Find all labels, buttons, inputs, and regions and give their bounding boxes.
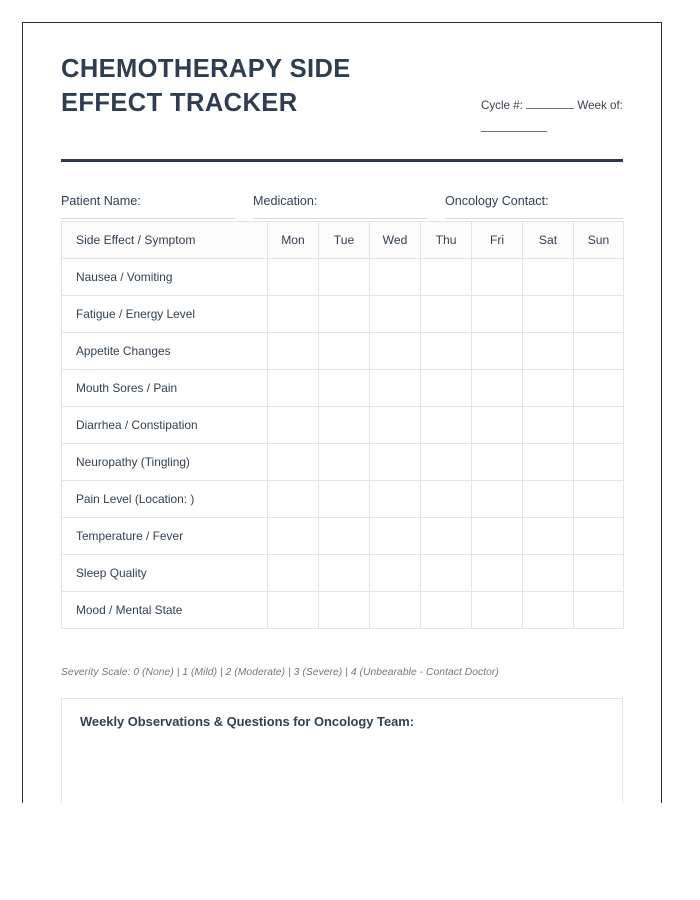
symptom-label: Neuropathy (Tingling) [62, 444, 268, 481]
table-row [62, 481, 624, 518]
severity-cell[interactable] [523, 592, 574, 629]
severity-cell[interactable] [319, 259, 370, 296]
severity-cell[interactable] [523, 555, 574, 592]
table-row [62, 555, 624, 592]
severity-cell[interactable] [472, 481, 523, 518]
table-row [62, 518, 624, 555]
table-header-row [62, 222, 624, 259]
symptom-label: Temperature / Fever [62, 518, 268, 555]
severity-cell[interactable] [574, 407, 624, 444]
severity-cell[interactable] [319, 518, 370, 555]
symptom-label: Mouth Sores / Pain [62, 370, 268, 407]
severity-cell[interactable] [268, 555, 319, 592]
severity-cell[interactable] [370, 444, 421, 481]
severity-cell[interactable] [268, 259, 319, 296]
severity-cell[interactable] [319, 407, 370, 444]
severity-cell[interactable] [370, 259, 421, 296]
severity-cell[interactable] [574, 333, 624, 370]
cycle-number-label: Cycle #: [481, 99, 523, 112]
severity-cell[interactable] [472, 296, 523, 333]
severity-cell[interactable] [370, 370, 421, 407]
medication-field[interactable] [253, 189, 428, 219]
week-of-input[interactable] [481, 131, 547, 132]
table-row [62, 259, 624, 296]
patient-name-label: Patient Name: [61, 194, 141, 208]
severity-cell[interactable] [268, 444, 319, 481]
severity-cell[interactable] [421, 444, 472, 481]
severity-cell[interactable] [574, 592, 624, 629]
week-of-label: Week of: [577, 99, 623, 112]
severity-cell[interactable] [268, 296, 319, 333]
severity-cell[interactable] [370, 296, 421, 333]
severity-cell[interactable] [523, 481, 574, 518]
symptom-label: Fatigue / Energy Level [62, 296, 268, 333]
column-header-sat: Sat [523, 222, 574, 259]
table-row [62, 407, 624, 444]
severity-cell[interactable] [319, 555, 370, 592]
severity-cell[interactable] [472, 518, 523, 555]
severity-cell[interactable] [370, 333, 421, 370]
weekly-observations-box[interactable] [61, 698, 623, 803]
severity-cell[interactable] [523, 259, 574, 296]
table-row [62, 370, 624, 407]
medication-label: Medication: [253, 194, 318, 208]
table-row [62, 296, 624, 333]
severity-cell[interactable] [523, 444, 574, 481]
table-body [62, 259, 624, 629]
table-row [62, 444, 624, 481]
severity-cell[interactable] [370, 592, 421, 629]
severity-cell[interactable] [421, 370, 472, 407]
severity-cell[interactable] [574, 444, 624, 481]
severity-cell[interactable] [472, 333, 523, 370]
page-title: CHEMOTHERAPY SIDE EFFECT TRACKER [61, 55, 351, 117]
severity-cell[interactable] [268, 592, 319, 629]
table-row [62, 592, 624, 629]
severity-cell[interactable] [472, 592, 523, 629]
cycle-week-fields [481, 95, 631, 140]
document-header [61, 53, 623, 163]
severity-cell[interactable] [574, 370, 624, 407]
oncology-contact-field[interactable] [445, 189, 623, 219]
severity-cell[interactable] [421, 592, 472, 629]
side-effect-tracker-table [61, 221, 624, 629]
severity-cell[interactable] [421, 481, 472, 518]
severity-cell[interactable] [472, 407, 523, 444]
severity-cell[interactable] [268, 481, 319, 518]
table-row [62, 333, 624, 370]
column-header-sun: Sun [574, 222, 624, 259]
severity-cell[interactable] [421, 296, 472, 333]
severity-cell[interactable] [421, 259, 472, 296]
severity-cell[interactable] [523, 333, 574, 370]
symptom-label: Pain Level (Location: ) [62, 481, 268, 518]
severity-scale-legend: Severity Scale: 0 (None) | 1 (Mild) | 2 (Moderate) | 3 (Severe) | 4 (Unbearable - Contact Doctor) [61, 667, 499, 678]
severity-cell[interactable] [268, 370, 319, 407]
severity-cell[interactable] [370, 555, 421, 592]
severity-cell[interactable] [370, 407, 421, 444]
severity-cell[interactable] [421, 407, 472, 444]
patient-name-field[interactable] [61, 189, 236, 219]
column-header-thu: Thu [421, 222, 472, 259]
severity-cell[interactable] [421, 333, 472, 370]
title-divider [61, 159, 623, 162]
severity-cell[interactable] [523, 296, 574, 333]
column-header-mon: Mon [268, 222, 319, 259]
severity-cell[interactable] [268, 518, 319, 555]
symptom-label: Appetite Changes [62, 333, 268, 370]
severity-cell[interactable] [574, 259, 624, 296]
severity-cell[interactable] [319, 296, 370, 333]
meta-field-row [61, 189, 623, 223]
severity-cell[interactable] [319, 592, 370, 629]
column-header-wed: Wed [370, 222, 421, 259]
severity-cell[interactable] [472, 370, 523, 407]
severity-cell[interactable] [472, 555, 523, 592]
severity-cell[interactable] [370, 518, 421, 555]
document-page [22, 22, 662, 803]
severity-cell[interactable] [268, 407, 319, 444]
symptom-label: Mood / Mental State [62, 592, 268, 629]
severity-cell[interactable] [574, 481, 624, 518]
severity-cell[interactable] [574, 518, 624, 555]
severity-cell[interactable] [268, 333, 319, 370]
severity-cell[interactable] [319, 444, 370, 481]
severity-cell[interactable] [370, 481, 421, 518]
cycle-number-input[interactable] [526, 108, 574, 109]
severity-cell[interactable] [574, 296, 624, 333]
severity-cell[interactable] [523, 370, 574, 407]
severity-cell[interactable] [319, 370, 370, 407]
column-header-tue: Tue [319, 222, 370, 259]
severity-cell[interactable] [421, 555, 472, 592]
severity-cell[interactable] [421, 518, 472, 555]
severity-cell[interactable] [319, 481, 370, 518]
severity-cell[interactable] [574, 555, 624, 592]
weekly-observations-title: Weekly Observations & Questions for Oncology Team: [80, 714, 415, 729]
symptom-label: Nausea / Vomiting [62, 259, 268, 296]
column-header-fri: Fri [472, 222, 523, 259]
severity-cell[interactable] [523, 407, 574, 444]
column-header-symptom: Side Effect / Symptom [62, 222, 268, 259]
oncology-contact-label: Oncology Contact: [445, 194, 549, 208]
severity-cell[interactable] [319, 333, 370, 370]
severity-cell[interactable] [523, 518, 574, 555]
severity-cell[interactable] [472, 259, 523, 296]
symptom-label: Sleep Quality [62, 555, 268, 592]
symptom-label: Diarrhea / Constipation [62, 407, 268, 444]
severity-cell[interactable] [472, 444, 523, 481]
